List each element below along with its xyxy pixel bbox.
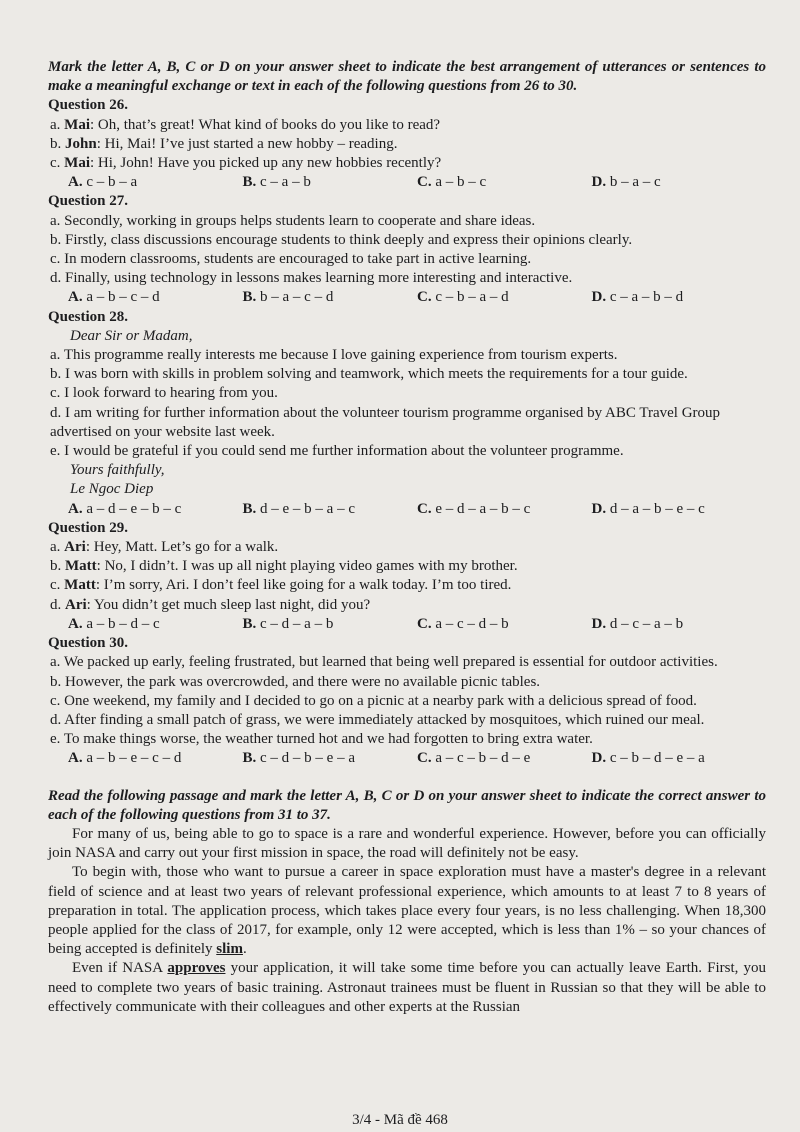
q27-line-a: a. Secondly, working in groups helps students learn to cooperate and share ideas. <box>50 212 536 229</box>
question-30-options <box>68 749 766 768</box>
question-27-options <box>68 288 766 307</box>
page-footer: 3/4 - Mã đề 468 <box>352 1111 448 1128</box>
q30-line-c: c. One weekend, my family and I decided to go on a picnic at a nearby park with a delicious spread of food. <box>50 692 697 709</box>
q27-line-c: c. In modern classrooms, students are encouraged to take part in active learning. <box>50 251 532 268</box>
passage-paragraph-3: Even if NASA approves your application, it will take some time before you can actually leave Earth. First, you need to complete two years of basic training. Astronaut trainees must be fluent in Russian so that they will be able to effectively communicate with their colleagues and other experts at the Russian <box>48 960 767 1015</box>
q28-line-a: a. This programme really interests me because I love gaining experience from tourism experts. <box>50 347 618 364</box>
instruction-31-37: Read the following passage and mark the letter A, B, C or D on your answer sheet to indicate the correct answer to each of the following questions from 31 to 37. <box>48 787 766 823</box>
question-27-title: Question 27. <box>48 193 129 210</box>
question-28-options <box>68 500 766 519</box>
q28-line-b: b. I was born with skills in problem solving and teamwork, which meets the requirements for a tour guide. <box>50 366 688 383</box>
q28-line-d: d. I am writing for further information about the volunteer tourism programme organised by ABC Travel Group advertised on your website last week. <box>50 404 721 440</box>
q27-option-d[interactable]: D. c – a – b – d <box>591 289 684 306</box>
q26-line-b: b. John: Hi, Mai! I’ve just started a new hobby – reading. <box>50 135 398 152</box>
q29-option-a[interactable]: A. a – b – d – c <box>68 615 160 632</box>
question-29-options <box>68 615 766 634</box>
q27-line-b: b. Firstly, class discussions encourage students to think deeply and express their opinions clearly. <box>50 231 633 248</box>
instruction-26-30: Mark the letter A, B, C or D on your answer sheet to indicate the best arrangement of utterances or sentences to make a meaningful exchange or text in each of the following questions from 26 to 30. <box>48 59 766 95</box>
q30-line-d: d. After finding a small patch of grass, we were immediately attacked by mosquitoes, which ruined our meal. <box>50 711 705 728</box>
q28-signature: Le Ngoc Diep <box>70 481 154 498</box>
passage-paragraph-1: For many of us, being able to go to space is a rare and wonderful experience. However, before you can officially join NASA and carry out your first mission in space, the road will definitely not be easy. <box>48 825 766 862</box>
passage-paragraph-2: To begin with, those who want to pursue a career in space exploration must have a master's degree in a relevant field of science and at least two years of relevant professional experience, which amounts to at least 7 to 8 years of preparation in total. The application process, which takes place every four years, is no less challenging. When 18,300 people applied for the class of 2017, for example, only 12 were accepted, which is less than 1% – so your chances of being accepted is definitely slim. <box>48 864 766 958</box>
q29-line-d: d. Ari: You didn’t get much sleep last night, did you? <box>50 596 371 613</box>
q27-option-b[interactable]: B. b – a – c – d <box>242 289 334 306</box>
q30-line-e: e. To make things worse, the weather turned hot and we had forgotten to bring extra water. <box>50 731 593 748</box>
underlined-word-slim: slim <box>216 941 243 958</box>
q26-option-d[interactable]: D. b – a – c <box>591 174 661 191</box>
question-26-options <box>68 173 766 192</box>
q26-option-b[interactable]: B. c – a – b <box>242 174 311 191</box>
q30-option-d[interactable]: D. c – b – d – e – a <box>591 750 705 767</box>
q26-line-c: c. Mai: Hi, John! Have you picked up any new hobbies recently? <box>50 155 442 172</box>
q29-line-b: b. Matt: No, I didn’t. I was up all night playing video games with my brother. <box>50 558 518 575</box>
q28-option-b[interactable]: B. d – e – b – a – c <box>242 500 355 517</box>
q28-option-d[interactable]: D. d – a – b – e – c <box>591 500 705 517</box>
q30-option-b[interactable]: B. c – d – b – e – a <box>242 750 355 767</box>
q30-option-c[interactable]: C. a – c – b – d – e <box>417 750 531 767</box>
q27-option-a[interactable]: A. a – b – c – d <box>68 289 160 306</box>
underlined-word-approves: approves <box>167 960 226 977</box>
question-28-title: Question 28. <box>48 308 129 325</box>
question-26-lines <box>48 116 766 174</box>
q28-salutation: Dear Sir or Madam, <box>70 327 193 344</box>
q29-option-b[interactable]: B. c – d – a – b <box>242 615 334 632</box>
q28-option-c[interactable]: C. e – d – a – b – c <box>417 500 531 517</box>
question-29-title: Question 29. <box>48 519 129 536</box>
q29-option-c[interactable]: C. a – c – d – b <box>417 615 509 632</box>
q30-line-a: a. We packed up early, feeling frustrated, but learned that being well prepared is essential for outdoor activities. <box>50 654 718 671</box>
q27-line-d: d. Finally, using technology in lessons makes learning more interesting and interactive. <box>50 270 573 287</box>
q26-option-a[interactable]: A. c – b – a <box>68 174 138 191</box>
q29-line-c: c. Matt: I’m sorry, Ari. I don’t feel like going for a walk today. I’m too tired. <box>50 577 512 594</box>
q28-line-e: e. I would be grateful if you could send me further information about the volunteer programme. <box>50 443 624 460</box>
q28-option-a[interactable]: A. a – d – e – b – c <box>68 500 182 517</box>
q26-option-c[interactable]: C. a – b – c <box>417 174 487 191</box>
q30-option-a[interactable]: A. a – b – e – c – d <box>68 750 182 767</box>
q26-line-a: a. Mai: Oh, that’s great! What kind of books do you like to read? <box>50 116 441 133</box>
question-26-title: Question 26. <box>48 97 129 114</box>
q28-line-c: c. I look forward to hearing from you. <box>50 385 278 402</box>
q28-closing: Yours faithfully, <box>70 462 165 479</box>
q29-line-a: a. Ari: Hey, Matt. Let’s go for a walk. <box>50 539 279 556</box>
section-spacer <box>48 769 766 787</box>
q30-line-b: b. However, the park was overcrowded, and there were no available picnic tables. <box>50 673 541 690</box>
q29-option-d[interactable]: D. d – c – a – b <box>591 615 684 632</box>
question-30-title: Question 30. <box>48 635 129 652</box>
q27-option-c[interactable]: C. c – b – a – d <box>417 289 509 306</box>
